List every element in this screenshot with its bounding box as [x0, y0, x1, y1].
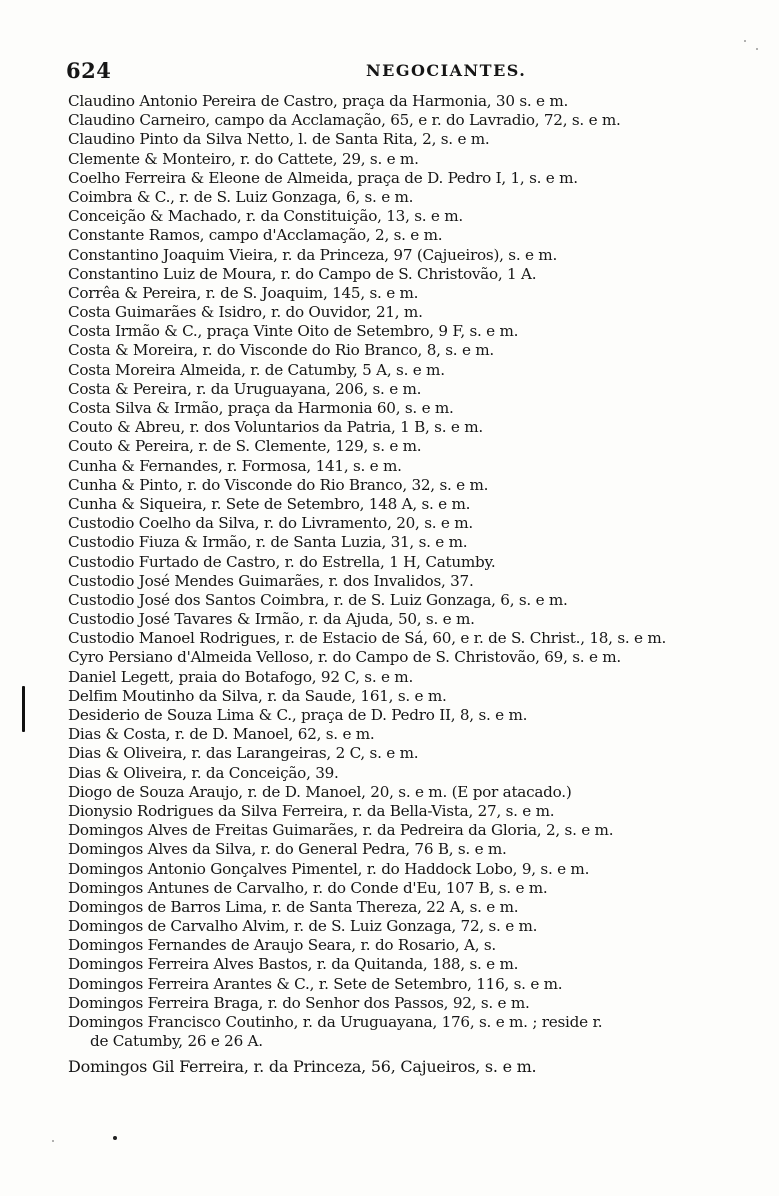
- list-item: Costa & Pereira, r. da Uruguayana, 206, s. e m.: [68, 379, 422, 398]
- list-item-continuation: de Catumby, 26 e 26 A.: [90, 1032, 263, 1051]
- list-item: Claudino Pinto da Silva Netto, l. de Santa Rita, 2, s. e m.: [68, 130, 490, 149]
- ink-speck: [744, 40, 746, 42]
- list-item: Domingos Francisco Coutinho, r. da Uruguayana, 176, s. e m. ; reside r.: [68, 1013, 603, 1031]
- list-item: Dias & Costa, r. de D. Manoel, 62, s. e m.: [68, 725, 375, 744]
- list-item: Claudino Carneiro, campo da Acclamação, 65, e r. do Lavradio, 72, s. e m.: [68, 111, 621, 130]
- list-item: Domingos de Barros Lima, r. de Santa Thereza, 22 A, s. e m.: [68, 897, 519, 916]
- list-item: Custodio José Mendes Guimarães, r. dos Invalidos, 37.: [68, 571, 474, 590]
- list-item: Daniel Legett, praia do Botafogo, 92 C, s. e m.: [68, 667, 414, 686]
- list-item: Domingos Alves de Freitas Guimarães, r. da Pedreira da Gloria, 2, s. e m.: [68, 821, 614, 840]
- list-item: Custodio José dos Santos Coimbra, r. de S. Luiz Gonzaga, 6, s. e m.: [68, 590, 568, 609]
- list-item: Costa & Moreira, r. do Visconde do Rio Branco, 8, s. e m.: [68, 341, 495, 360]
- margin-mark: [22, 686, 25, 732]
- list-item: Diogo de Souza Araujo, r. de D. Manoel, 20, s. e m. (E por atacado.): [68, 782, 572, 801]
- running-title: NEGOCIANTES.: [366, 61, 527, 80]
- list-item: Cunha & Fernandes, r. Formosa, 141, s. e m.: [68, 456, 402, 475]
- list-item: Domingos Antonio Gonçalves Pimentel, r. do Haddock Lobo, 9, s. e m.: [68, 859, 590, 878]
- list-item: Domingos Ferreira Braga, r. do Senhor dos Passos, 92, s. e m.: [68, 993, 530, 1012]
- list-item: Cunha & Siqueira, r. Sete de Setembro, 148 A, s. e m.: [68, 494, 471, 513]
- list-item: Custodio Fiuza & Irmão, r. de Santa Luzia, 31, s. e m.: [68, 533, 468, 552]
- list-item: Costa Guimarães & Isidro, r. do Ouvidor, 21, m.: [68, 303, 423, 322]
- list-item: Costa Silva & Irmão, praça da Harmonia 60, s. e m.: [68, 399, 454, 417]
- list-item: Costa Moreira Almeida, r. de Catumby, 5 A, s. e m.: [68, 360, 445, 379]
- list-item: Clemente & Monteiro, r. do Cattete, 29, s. e m.: [68, 149, 419, 168]
- list-item: Couto & Pereira, r. de S. Clemente, 129, s. e m.: [68, 437, 422, 456]
- list-item: Domingos de Carvalho Alvim, r. de S. Luiz Gonzaga, 72, s. e m.: [68, 917, 538, 936]
- list-item: Dionysio Rodrigues da Silva Ferreira, r. da Bella-Vista, 27, s. e m.: [68, 801, 555, 820]
- ink-speck: [52, 1140, 54, 1142]
- ink-dot: [113, 1136, 117, 1140]
- list-item: Custodio Manoel Rodrigues, r. de Estacio de Sá, 60, e r. de S. Christ., 18, s. e m.: [68, 629, 667, 648]
- list-item: Domingos Alves da Silva, r. do General Pedra, 76 B, s. e m.: [68, 840, 507, 859]
- list-item: Conceição & Machado, r. da Constituição, 13, s. e m.: [68, 207, 463, 226]
- list-item: Dias & Oliveira, r. das Larangeiras, 2 C, s. e m.: [68, 744, 419, 763]
- list-item: Constantino Luiz de Moura, r. do Campo de S. Christovão, 1 A.: [68, 264, 537, 283]
- list-item: Domingos Ferreira Alves Bastos, r. da Quitanda, 188, s. e m.: [68, 955, 519, 974]
- list-item: Domingos Antunes de Carvalho, r. do Conde d'Eu, 107 B, s. e m.: [68, 878, 548, 897]
- ink-speck: [756, 48, 758, 50]
- page-header: [66, 58, 726, 84]
- list-item: Custodio Coelho da Silva, r. do Livramento, 20, s. e m.: [68, 514, 473, 533]
- list-item: Constantino Joaquim Vieira, r. da Princeza, 97 (Cajueiros), s. e m.: [68, 245, 558, 264]
- list-item: Delfim Moutinho da Silva, r. da Saude, 161, s. e m.: [68, 686, 447, 705]
- list-item: Cunha & Pinto, r. do Visconde do Rio Branco, 32, s. e m.: [68, 475, 489, 494]
- list-item: Custodio José Tavares & Irmão, r. da Ajuda, 50, s. e m.: [68, 610, 475, 629]
- list-item: Claudino Antonio Pereira de Castro, praça da Harmonia, 30 s. e m.: [68, 92, 569, 110]
- list-item: Cyro Persiano d'Almeida Velloso, r. do Campo de S. Christovão, 69, s. e m.: [68, 648, 621, 667]
- list-item: Costa Irmão & C., praça Vinte Oito de Setembro, 9 F, s. e m.: [68, 322, 519, 341]
- merchant-list: [68, 92, 728, 1077]
- list-item: Desiderio de Souza Lima & C., praça de D. Pedro II, 8, s. e m.: [68, 706, 528, 724]
- list-item: Domingos Gil Ferreira, r. da Princeza, 56, Cajueiros, s. e m.: [68, 1057, 537, 1077]
- list-item: Corrêa & Pereira, r. de S. Joaquim, 145, s. e m.: [68, 283, 419, 302]
- list-item: Domingos Fernandes de Araujo Seara, r. do Rosario, A, s.: [68, 936, 496, 955]
- list-item: Couto & Abreu, r. dos Voluntarios da Patria, 1 B, s. e m.: [68, 418, 483, 437]
- list-item: Dias & Oliveira, r. da Conceição, 39.: [68, 763, 339, 782]
- list-item: Coelho Ferreira & Eleone de Almeida, praça de D. Pedro I, 1, s. e m.: [68, 168, 578, 187]
- list-item: Coimbra & C., r. de S. Luiz Gonzaga, 6, s. e m.: [68, 187, 414, 206]
- list-item: Constante Ramos, campo d'Acclamação, 2, s. e m.: [68, 226, 443, 245]
- list-item: Custodio Furtado de Castro, r. do Estrella, 1 H, Catumby.: [68, 552, 496, 571]
- page-number: 624: [66, 58, 112, 83]
- list-item: Domingos Ferreira Arantes & C., r. Sete de Setembro, 116, s. e m.: [68, 974, 563, 993]
